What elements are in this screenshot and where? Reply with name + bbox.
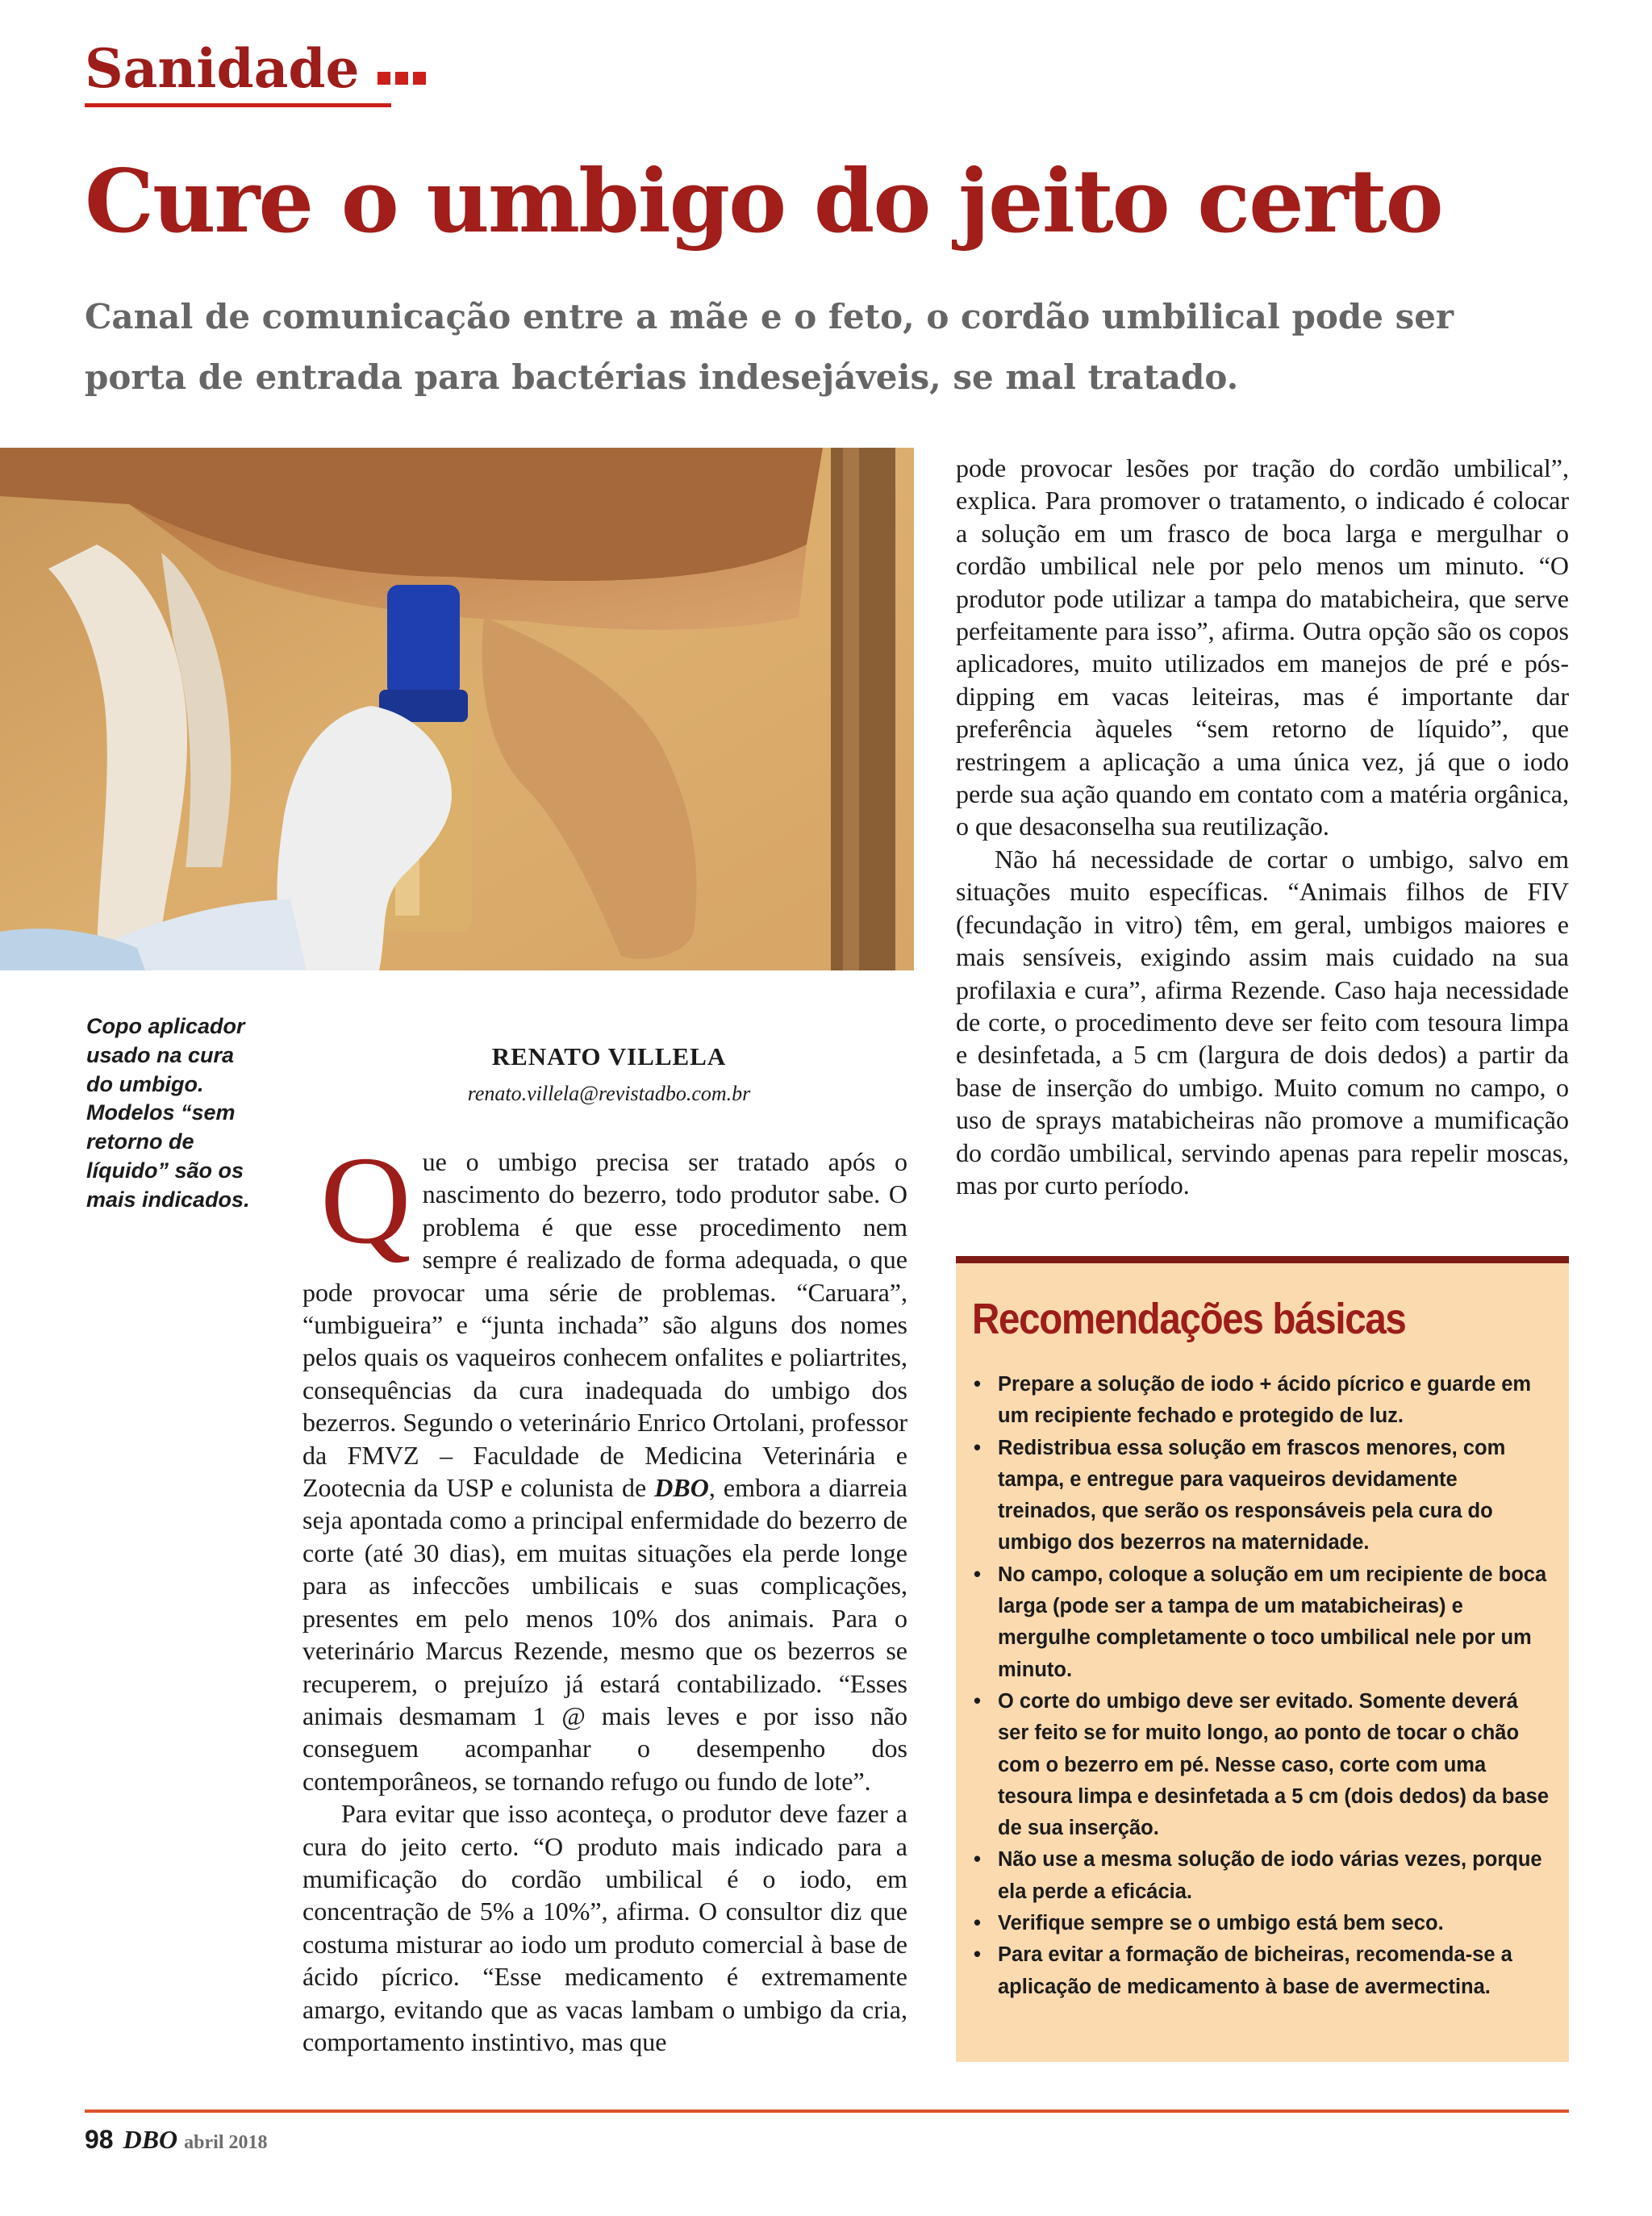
issue-date: abril 2018	[184, 2132, 268, 2153]
bullet-icon: •	[974, 1912, 981, 1935]
byline	[302, 1041, 916, 1110]
page-footer	[85, 2123, 268, 2159]
list-item	[972, 1369, 1553, 1433]
article-paragraph	[302, 1130, 907, 1797]
article-paragraph: Para evitar que isso aconteça, o produtor deve fazer a cura do jeito certo. “O produto mais indicado para a mumificação do cordão umbilical é o iodo, em concentração de 5% a 10%”, afirma. O consultor diz que costuma misturar ao iodo um produto comercial à base de ácido pícrico. “Esse medicamento é extremamente amargo, evitando que as vacas lambam o umbigo da cria, comportamento instintivo, mas que	[302, 1799, 907, 2056]
article-deck: Canal de comunicação entre a mãe e o feto, o cordão umbilical pode ser porta de entrada para bactérias indesejáveis, se mal tratado.	[85, 297, 1454, 397]
author-email: renato.villela@revistadbo.com.br	[467, 1082, 751, 1105]
sidebar-top-rule	[956, 1256, 1569, 1263]
article-photo	[0, 448, 914, 970]
list-item-text: Verifique sempre se o umbigo está bem seco.	[998, 1912, 1444, 1935]
list-item	[972, 1686, 1553, 1844]
bullet-icon: •	[974, 1436, 981, 1459]
calf-navel-treatment-photo-icon	[0, 448, 914, 970]
section-header	[85, 36, 426, 101]
paragraph-text: ue o umbigo precisa ser tratado após o nascimento do bezerro, todo produtor sabe. O problema é que esse procedimento nem sempre é realizado de forma adequada, o que pode provocar uma série de problemas. “Caruara”, “umbigueira” e “junta inchada” são alguns dos nomes pelos quais os vaqueiros conhecem onfalites e poliartrites, consequências da cura inadequada do umbigo dos bezerros. Segundo o veterinário Enrico Ortolani, professor da FMVZ – Faculdade de Medicina Veterinária e Zootecnia da USP e colunista de	[302, 1147, 907, 1503]
bullet-icon: •	[974, 1943, 981, 1967]
list-item-text: Não use a mesma solução de iodo várias vezes, porque ela perde a eficácia.	[998, 1848, 1542, 1903]
page-number: 98	[85, 2125, 114, 2154]
bullet-icon: •	[974, 1563, 981, 1586]
bullet-icon: •	[974, 1373, 981, 1396]
footer-brand: DBO	[123, 2125, 178, 2154]
section-label: Sanidade	[85, 37, 360, 100]
article-headline: Cure o umbigo do jeito certo	[85, 151, 1442, 252]
brand-name: DBO	[654, 1473, 709, 1503]
bullet-icon: •	[974, 1689, 981, 1713]
list-item-text: Para evitar a formação de bicheiras, recomenda-se a aplicação de medicamento à base de avermectina.	[998, 1943, 1512, 1998]
article-paragraph: pode provocar lesões por tração do cordão umbilical”, explica. Para promover o tratamento, o indicado é colocar a solução em um frasco de boca larga e mergulhar o cordão umbilical nele por pelo menos um minuto. “O produtor pode utilizar a tampa do matabicheira, que serve perfeitamente para isso”, afirma. Outra opção são os copos aplicadores, muito utilizados em manejos de pré e pós-dipping em vacas leiteiras, mas é importante dar preferência àqueles “sem retorno de líquido”, que restringem a aplicação a uma única vez, já que o iodo perde sua ação quando em contato com a matéria orgânica, o que desaconselha sua reutilização.	[956, 453, 1569, 841]
body-column-1	[302, 1130, 907, 2058]
section-squares-icon	[378, 72, 426, 85]
list-item	[972, 1559, 1553, 1686]
list-item-text: Prepare a solução de iodo + ácido pícrico e guarde em um recipiente fechado e protegido de luz.	[998, 1373, 1532, 1428]
list-item-text: Redistribua essa solução em frascos menores, com tampa, e entregue para vaqueiros devidamente treinados, que serão os responsáveis pela cura do umbigo dos bezerros na maternidade.	[998, 1436, 1506, 1555]
paragraph-text: , embora a diarreia seja apontada como a principal enfermidade do bezerro de corte (até 30 dias), em muitas situações ela perde longe para as infeccões umbilicais e suas complicações, presentes em pelo menos 10% dos animais. Para o veterinário Marcus Rezende, mesmo que os bezerros se recuperem, o prejuízo já estará contabilizado. “Esses animais desmamam 1 @ mais leves e por isso não conseguem acompanhar o desempenho dos contemporâneos, se tornando refugo ou fundo de lote”.	[302, 1473, 907, 1796]
section-rule	[85, 103, 391, 107]
photo-caption: Copo aplicador usado na cura do umbigo. Modelos “sem retorno de líquido” são os mais indicados.	[86, 1014, 250, 1212]
sidebar-title: Recomendações básicas	[972, 1295, 1406, 1343]
list-item	[972, 1433, 1553, 1559]
bullet-icon: •	[974, 1848, 981, 1872]
article-paragraph: Não há necessidade de cortar o umbigo, salvo em situações muito específicas. “Animais filhos de FIV (fecundação in vitro) têm, em geral, umbigos maiores e mais sensíveis, exigindo assim mais cuidado na sua profilaxia e cura”, afirma Rezende. Caso haja necessidade de corte, o procedimento deve ser feito com tesoura limpa e desinfetada, a 5 cm (largura de dois dedos) a partir da base de inserção do umbigo. Muito comum no campo, o uso de sprays matabicheiras não promove a mumificação do cordão umbilical, servindo apenas para repelir moscas, mas por curto período.	[956, 844, 1569, 1200]
footer-rule	[85, 2110, 1569, 2113]
recommendation-list	[972, 1369, 1553, 2003]
list-item	[972, 1939, 1553, 2003]
list-item	[972, 1844, 1553, 1908]
list-item	[972, 1908, 1553, 1939]
drop-cap: Q	[320, 1130, 411, 1270]
list-item-text: No campo, coloque a solução em um recipiente de boca larga (pode ser a tampa de um matabicheiras) e mergulhe completamente o toco umbilical nele por um minuto.	[998, 1563, 1547, 1681]
body-column-2	[956, 452, 1569, 1201]
author-name: RENATO VILLELA	[491, 1042, 727, 1070]
list-item-text: O corte do umbigo deve ser evitado. Somente deverá ser feito se for muito longo, ao ponto de tocar o chão com o bezerro em pé. Nesse caso, corte com uma tesoura limpa e desinfetada a 5 cm (dois dedos) da base de sua inserção.	[998, 1689, 1550, 1840]
